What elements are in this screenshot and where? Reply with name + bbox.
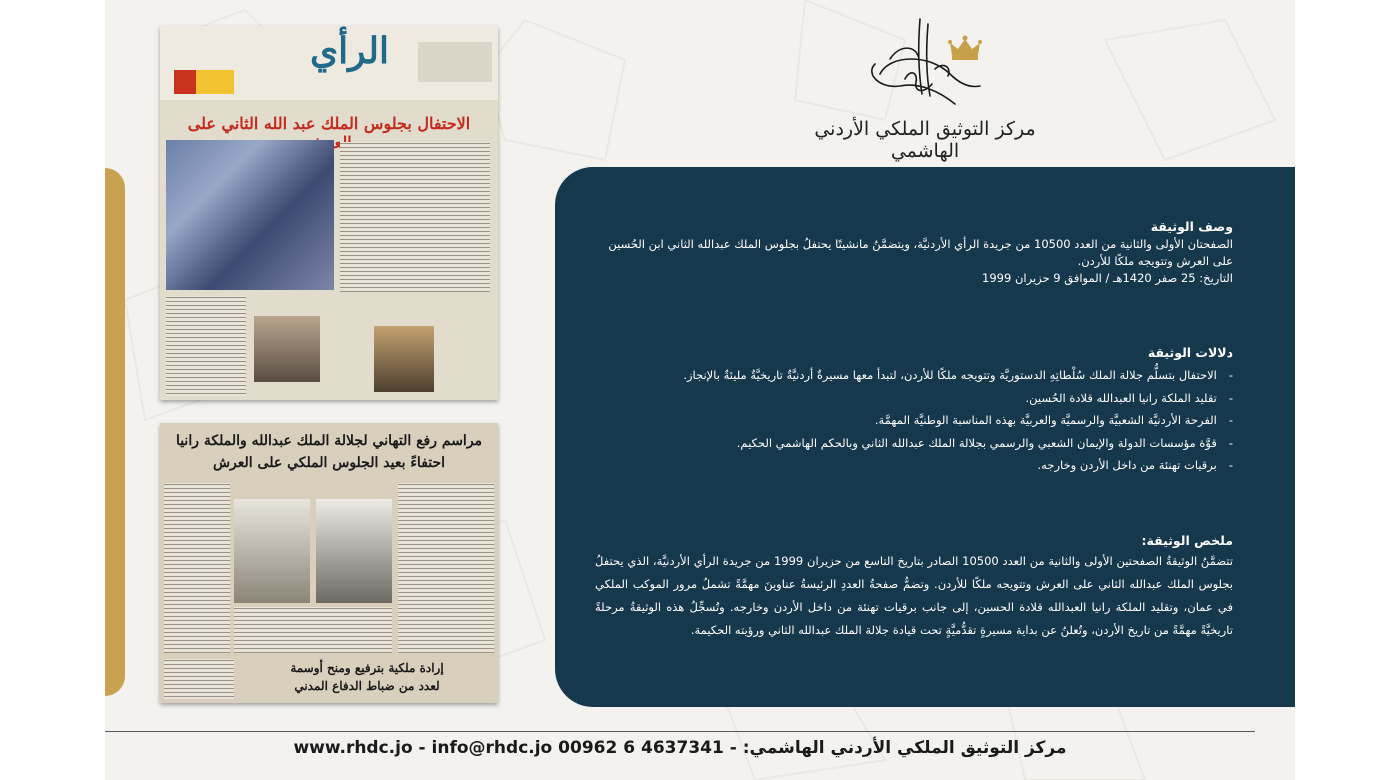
- newspaper-headline: الاحتفال بجلوس الملك عبد الله الثاني على: [187, 114, 471, 133]
- description-line: الصفحتان الأولى والثانية من العدد 10500 من جريدة الرأي الأردنيَّة، ويتضمَّنُ مانشيتًا يحتفلُ بجلوس الملك عبدالله الثاني ابن الحُسين: [608, 237, 1233, 251]
- significance-list: [595, 364, 1233, 477]
- description-line: على العرش وتتويجه ملكًا للأردن.: [1077, 254, 1233, 268]
- description-section: [595, 219, 1233, 287]
- newspaper-headline: احتفاءً بعيد الجلوس الملكي على العرش: [212, 455, 446, 471]
- king-portrait-photo: [374, 326, 434, 392]
- list-item: - تقليد الملكة رانيا العبدالله قلادة الحُسين.: [595, 387, 1233, 410]
- footer-contact: مركز التوثيق الملكي الأردني الهاشمي: - 4637341 6 00962 www.rhdc.jo - info@rhdc.jo: [293, 738, 1067, 758]
- significance-section: [595, 345, 1233, 477]
- newspaper-front-page-image: [160, 26, 498, 400]
- list-item: - قوَّة مؤسسات الدولة والإيمان الشعبي والرسمي بجلالة الملك عبدالله الثاني وبالحكم الهاشمي الحكيم.: [595, 432, 1233, 455]
- summary-section: [595, 533, 1233, 642]
- queen-portrait-photo: [234, 499, 310, 603]
- royal-couple-photo: [166, 140, 334, 290]
- summary-text: تتضمَّنُ الوثيقةُ الصفحتين الأولى والثانية من العدد 10500 الصادر بتاريخ التاسع من حزيران 1999 من جريدة الرأي الأردنيَّة، الذي يحتفلُ بجلوس الملك عبدالله الثاني على العرش وتتويجه ملكًا للأردن. وتضمُّ صفحةُ العددِ الرئيسةُ عناوينَ مهمَّةً تشملُ مرور الموكب الملكي في عمان، وتقليد الملكة رانيا العبدالله قلادة الحسين، إلى جانب برقيات تهنئة من داخل الأردن وخارجه. وتُسجِّلُ هذه الوثيقةُ مرحلةً تاريخيَّةً مهمَّةً من تاريخ الأردن، وتُعلنُ عن بداية مسيرةٍ تقدُّميَّةٍ تحت قيادة جلالة الملك عبدالله الثاني ورؤيته الحكيمة.: [595, 554, 1233, 637]
- newspaper-headline: لعدد من ضباط الدفاع المدني: [294, 679, 440, 693]
- newspaper-masthead: الرأي: [310, 30, 390, 72]
- king-portrait-photo: [254, 316, 320, 382]
- newspaper-headline: مراسم رفع التهاني لجلالة الملك عبدالله والملكة رانيا: [175, 433, 483, 449]
- gold-side-tab: [105, 168, 125, 696]
- footer-divider: [105, 731, 1255, 732]
- list-item: - الفرحة الأردنيَّة الشعبيَّة والرسميَّة والعربيَّة بهذه المناسبة الوطنيَّة المهمَّة.: [595, 409, 1233, 432]
- crown-icon: [947, 35, 983, 63]
- significance-title: دلالات الوثيقة: [1147, 345, 1233, 360]
- royal-signature-logo-icon: [860, 14, 990, 114]
- org-name: مركز التوثيق الملكي الأردني الهاشمي: [814, 118, 1036, 162]
- king-portrait-photo: [316, 499, 392, 603]
- description-date: التاريخ: 25 صفر 1420هـ / الموافق 9 حزيران 1999: [982, 271, 1233, 285]
- document-info-panel: [555, 167, 1295, 707]
- newspaper-headline: إرادة ملكية بترفيع ومنح أوسمة: [290, 661, 444, 675]
- list-item: - برقيات تهنئة من داخل الأردن وخارجه.: [595, 454, 1233, 477]
- newspaper-second-page-image: [160, 423, 498, 703]
- summary-title: ملخص الوثيقة:: [1141, 533, 1233, 548]
- list-item: - الاحتفال بتسلُّم جلالة الملك سُلْطاتِهِ الدستوريَّة وتتويجه ملكًا للأردن، لتبدأ معها مسيرةٌ أردنيَّةٌ تاريخيَّةٌ مليئةٌ بالإنجاز.: [595, 364, 1233, 387]
- description-title: وصف الوثيقة: [1150, 219, 1233, 234]
